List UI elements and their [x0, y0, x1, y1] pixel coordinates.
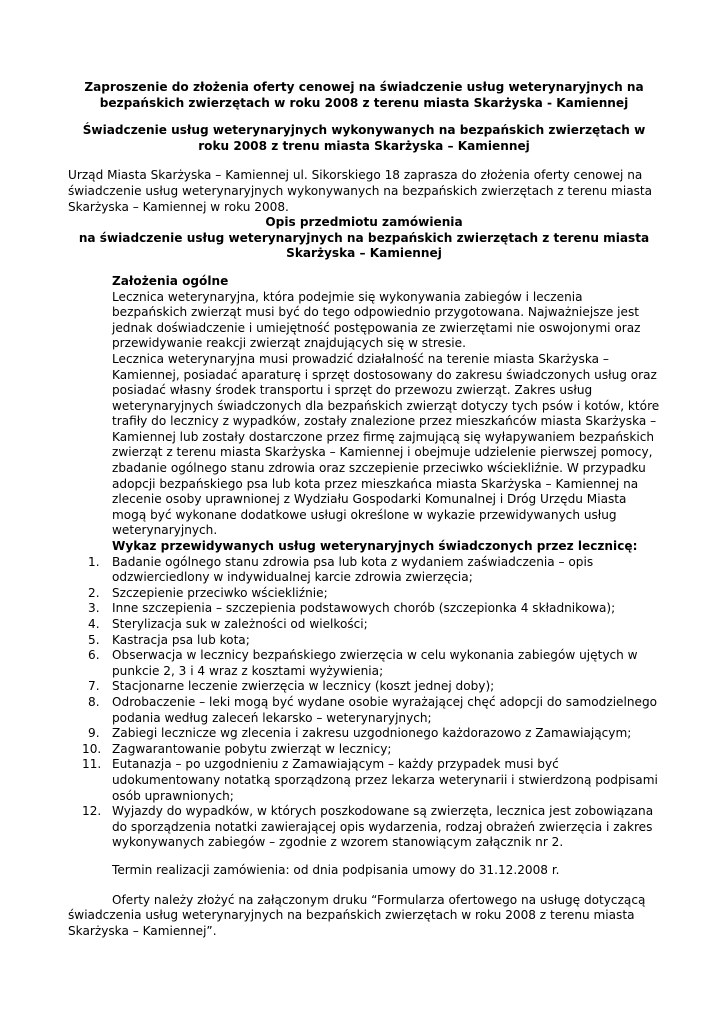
deadline-paragraph: Termin realizacji zamówienia: od dnia podpisania umowy do 31.12.2008 r.: [112, 862, 560, 877]
services-list: [68, 555, 660, 851]
title-description-line1: Opis przedmiotu zamówienia: [265, 215, 463, 230]
list-item: 2. Szczepienie przeciwko wściekliźnie;: [88, 585, 328, 600]
title-service: Świadczenie usług weterynaryjnych wykonywanych na bezpańskich zwierzętach w roku 2008 z trenu miasta Skarżyska – Kamiennej: [82, 123, 646, 153]
list-item: 10. Zagwarantowanie pobytu zwierząt w lecznicy;: [82, 741, 392, 756]
list-item: 7. Stacjonarne leczenie zwierzęcia w lecznicy (koszt jednej doby);: [88, 679, 495, 694]
offer-paragraph: Oferty należy złożyć na załączonym druku “Formularza ofertowego na usługę dotyczącą świadczenia usług weterynaryjnych na bezpańskich zwierzętach w roku 2008 z terenu miasta Skarżyska – Kamiennej”.: [68, 892, 646, 938]
assumptions-heading: Założenia ogólne: [112, 273, 229, 288]
document-page: [68, 80, 660, 939]
title-description: [68, 215, 660, 262]
services-heading: Wykaz przewidywanych usług weterynaryjnych świadczonych przez lecznicę:: [112, 539, 638, 554]
assumptions-section: [112, 274, 660, 555]
list-item: 12. Wyjazdy do wypadków, w których poszkodowane są zwierzęta, lecznica jest zobowiązana do sporządzenia notatki zawierającej opis wydarzenia, rodzaj obrażeń zwierzęcia i zakres wykonywanych zabiegów – zgodnie z wzorem stanowiącym załącznik nr 2.: [82, 804, 654, 850]
list-item: 3. Inne szczepienia – szczepienia podstawowych chorób (szczepionka 4 składnikowa);: [88, 601, 616, 616]
title-description-line2: na świadczenie usług weterynaryjnych na bezpańskich zwierzętach z terenu miasta Skarżyska – Kamiennej: [78, 230, 650, 261]
intro-paragraph: Urząd Miasta Skarżyska – Kamiennej ul. Sikorskiego 18 zaprasza do złożenia oferty cenowej na świadczenie usług weterynaryjnych wykonywanych na bezpańskich zwierzętach z terenu miasta Skarżyska – Kamiennej w roku 2008.: [68, 168, 653, 214]
list-item: 5. Kastracja psa lub kota;: [88, 632, 250, 647]
list-item: 11. Eutanazja – po uzgodnieniu z Zamawiającym – każdy przypadek musi być udokumentowany notatką sporządzoną przez lekarza weterynarii i stwierdzoną podpisami osób uprawnionych;: [82, 757, 658, 803]
assumptions-paragraph-2: Lecznica weterynaryjna musi prowadzić działalność na terenie miasta Skarżyska – Kamiennej, posiadać aparaturę i sprzęt dostosowany do zakresu świadczonych usług oraz posiadać własny środek transportu i sprzęt do przewozu zwierząt. Zakres usług weterynaryjnych świadczonych dla bezpańskich zwierząt dotyczy tych psów i kotów, które trafiły do lecznicy z wypadków, zostały znalezione przez mieszkańców miasta Skarżyska – Kamiennej lub zostały dostarczone przez firmę zajmującą się wyłapywaniem bezpańskich zwierząt z terenu miasta Skarżyska – Kamiennej i obejmuje udzielenie pierwszej pomocy, zbadanie ogólnego stanu zdrowia oraz szczepienie przeciwko wściekliźnie. W przypadku adopcji bezpańskiego psa lub kota przez mieszkańca miasta Skarżyska – Kamiennej na zlecenie osoby uprawnionej z Wydziału Gospodarki Komunalnej i Dróg Urzędu Miasta mogą być wykonane dodatkowe usługi określone w wykazie przewidywanych usług weterynaryjnych.: [112, 351, 660, 538]
assumptions-paragraph-1: Lecznica weterynaryjna, która podejmie się wykonywania zabiegów i leczenia bezpańskich zwierząt musi być do tego odpowiednio przygotowana. Najważniejsze jest jednak doświadczenie i umiejętność postępowania ze zwierzętami nie oswojonymi oraz przewidywanie reakcji zwierząt znajdujących się w stresie.: [112, 289, 641, 351]
list-item: 8. Odrobaczenie – leki mogą być wydane osobie wyrażającej chęć adopcji do samodzielnego podania według zaleceń lekarsko – weterynaryjnych;: [88, 694, 658, 725]
list-item: 4. Sterylizacja suk w zależności od wielkości;: [88, 617, 368, 631]
list-item: 1. Badanie ogólnego stanu zdrowia psa lub kota z wydaniem zaświadczenia – opis odzwierciedlony w indywidualnej karcie zdrowia zwierzęcia;: [88, 554, 594, 585]
list-item: 9. Zabiegi lecznicze wg zlecenia i zakresu uzgodnionego każdorazowo z Zamawiającym;: [88, 726, 632, 741]
title-invitation: Zaproszenie do złożenia oferty cenowej na świadczenie usług weterynaryjnych na bezpańskich zwierzętach w roku 2008 z terenu miasta Skarżyska - Kamiennej: [84, 80, 644, 110]
list-item: 6. Obserwacja w lecznicy bezpańskiego zwierzęcia w celu wykonania zabiegów ujętych w punkcie 2, 3 i 4 wraz z kosztami wyżywienia;: [88, 648, 638, 678]
